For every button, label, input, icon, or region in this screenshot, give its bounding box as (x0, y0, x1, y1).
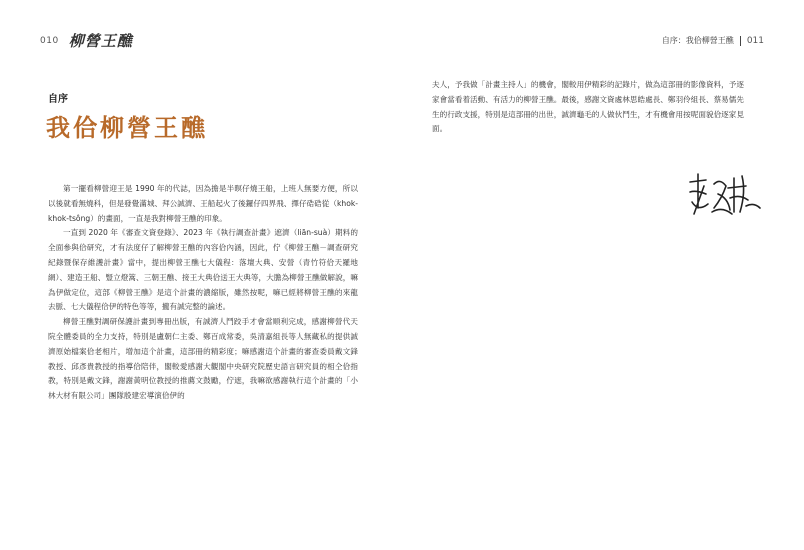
paragraph: 一直到 2020 年《審查文資登錄》、2023 年《執行調查計畫》遮濟（liān-suà）期料的全面參與佮研究，才有法度仔了解柳營王醮的內容佮內涵，因此，佇《柳營王醮－調查研究紀錄暨保存維護計畫》當中，提出柳營王醮七大儀程：落壇大典、安營（青竹符佮天羅地網）、建造王船、豎立燈篙、三朝王醮、接王大典佮送王大典等，大膽為柳營王醮做解說，嘛為伊做定位，這部《柳營王醮》是這个計畫的濃縮版，雖然按呢，嘛已經將柳營王醮的來龍去脈、七大儀程佮伊的特色等等，攏有誠完整的論述。 (48, 228, 358, 312)
right-body-text (432, 78, 744, 137)
right-page (402, 0, 804, 550)
paragraph: 夫人，予我做「計畫主持人」的機會，閣較用伊精彩的記錄片，做為這部冊的影像資料，予逐家會當看着活動、有活力的柳營王醮。最後，感謝文資處林思皓處長、鄭羽伶組長、蔡易儒先生的行政支援，特別是這部冊的出世，誠濟龜毛的人做伙鬥生，才有機會用按呢面貌佮逐家見面。 (432, 80, 744, 134)
header-divider (740, 36, 741, 46)
paragraph: 柳營王醮對調研保護計畫到專冊出版，有誠濟人鬥跤手才會當順利完成，感謝柳營代天院全體委員的全力支持，特別是盧朝仁主委、鄭百成常委，吳清嘉組長等人無藏私的提供誠濟原始檔案佮老相片，增加這个計畫，這部冊的精彩度；嘛感謝這个計畫的審查委員戴文鋒教授、邱彥貴教授的指導佮陪伴，閣較愛感謝大觀閣中央研究院歷史語言研究員的相仝佮指教，特別是戴文鋒，謝謝黃明位教授的推薦文鼓勵，佇遮，我嘛欲感謝執行這个計畫的「小林大材有限公司」團隊殷建宏導演佮伊的 (48, 317, 358, 401)
paragraph: 第一擺看柳營迎王是 1990 年的代誌，因為擔是半暝仔燒王船，上班人無要方便，所以以後就看無燒科，但是發覺滿城、拜公誠濟、王船起火了後鑼仔四界飛、擇仔硞硞從（khok-khok-tsông）的畫面，一直是我對柳營王醮的印象。 (48, 184, 358, 223)
left-header (40, 30, 133, 51)
running-header-title: 自序：我佮柳營王醮 (661, 36, 734, 45)
left-body-text (48, 182, 358, 404)
left-page-number: 010 (40, 35, 59, 46)
section-label: 自序 (48, 94, 68, 105)
author-signature (684, 168, 764, 220)
book-logo: 柳營王醮 (68, 32, 133, 50)
chapter-title: 我佮柳營王醮 (46, 114, 208, 142)
right-page-number: 011 (746, 35, 764, 46)
right-header (662, 35, 764, 46)
